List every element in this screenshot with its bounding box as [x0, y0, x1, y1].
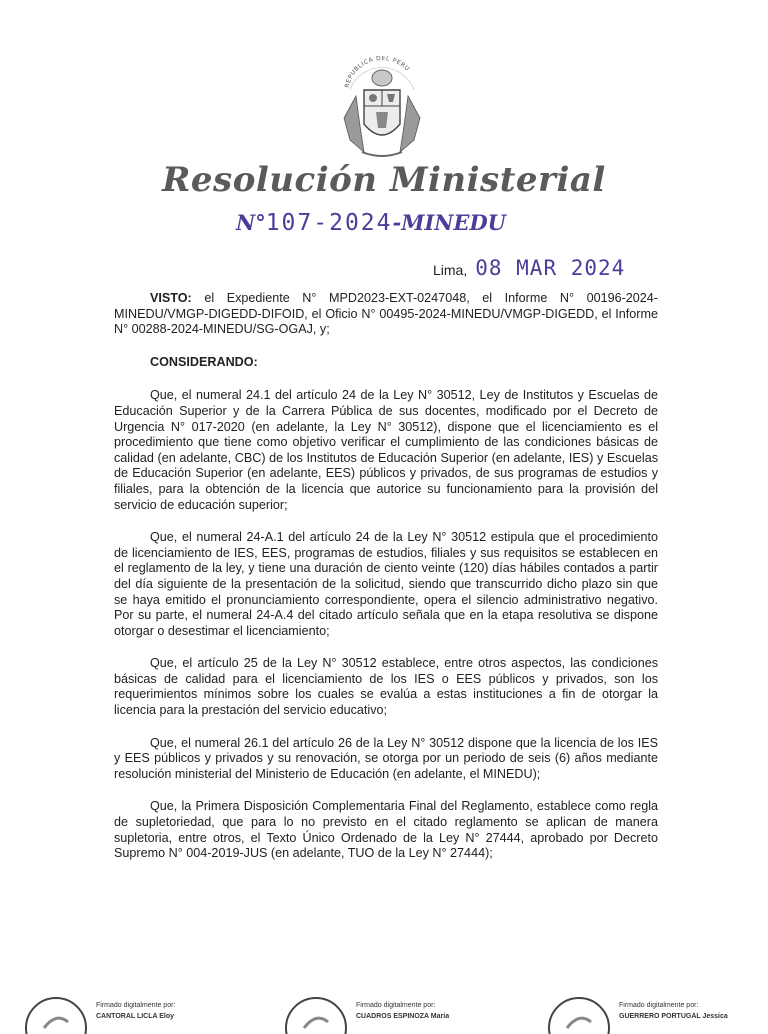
signer-name: CANTORAL LICLA Eloy — [96, 1013, 175, 1020]
number-suffix: -MINEDU — [392, 210, 506, 235]
paragraph: Que, el numeral 26.1 del artículo 26 de la Ley N° 30512 dispone que la licencia de los IES y EES públicos y privados y su renovación, se otorga por un periodo de seis (6) años mediante resolución ministerial del Ministerio de Educación (en adelante, el MINEDU); — [114, 735, 658, 781]
number-stamp: 107-2024 — [265, 210, 393, 236]
signature-block — [282, 990, 482, 1024]
document-body — [114, 291, 658, 879]
signature-seal-icon — [22, 994, 90, 1034]
signature-label: Firmado digitalmente por: — [96, 1002, 176, 1009]
considerando-heading: CONSIDERANDO: — [150, 354, 258, 369]
signature-block — [22, 990, 222, 1024]
signer-name: CUADROS ESPINOZA Maria — [356, 1013, 450, 1020]
signature-label: Firmado digitalmente por: — [619, 1002, 699, 1009]
date-stamp: 08 MAR 2024 — [475, 256, 626, 280]
signer-name: GUERRERO PORTUGAL Jessica — [619, 1013, 728, 1020]
digital-signatures — [0, 990, 768, 1024]
visto-paragraph — [114, 291, 658, 338]
resolution-number — [236, 210, 506, 236]
visto-text: el Expediente N° MPD2023-EXT-0247048, el Informe N° 00196-2024-MINEDU/VMGP-DIGEDD-DIFOID, el Oficio N° 00495-2024-MINEDU/VMGP-DIGEDD, el Informe N° 00288-2024-MINEDU/SG-OGAJ, y; — [114, 291, 659, 337]
date-line — [433, 256, 625, 280]
document-title: Resolución Ministerial — [162, 160, 606, 200]
signature-seal-icon — [545, 994, 613, 1034]
coat-of-arms-emblem — [334, 56, 430, 160]
paragraph: Que, la Primera Disposición Complementaria Final del Reglamento, establece como regla de supletoriedad, que para lo no previsto en el citado reglamento se aplican de manera supletoria, entre otros, el Texto Único Ordenado de la Ley N° 27444, aprobado por Decreto Supremo N° 004-2019-JUS (en adelante, TUO de la Ley N° 27444); — [114, 799, 658, 861]
number-prefix: N° — [236, 210, 266, 235]
visto-label: VISTO: — [150, 291, 192, 305]
signature-label: Firmado digitalmente por: — [356, 1002, 436, 1009]
paragraph: Que, el artículo 25 de la Ley N° 30512 establece, entre otros aspectos, las condiciones básicas de calidad para el licenciamiento de los IES o EES públicos y privados, son los requerimientos mínimos sobre los cuales se evalúa a estas instituciones a fin de otorgar la licencia para la prestación del servicio educativo; — [114, 656, 658, 718]
paragraph: Que, el numeral 24.1 del artículo 24 de la Ley N° 30512, Ley de Institutos y Escuelas de Educación Superior y de la Carrera Pública de sus docentes, modificado por el Decreto de Urgencia N° 017-2020 (en adelante, la Ley N° 30512), dispone que el licenciamiento es el procedimiento que tiene como objetivo verificar el cumplimiento de las condiciones básicas de calidad (en adelante, CBC) de los Institutos de Educación Superior (en adelante, IES) y Escuelas de Educación Superior (en adelante, EES) públicos y privados, de sus programas de estudios y filiales, para la obtención de la licencia que autorice su funcionamiento para la provisión del servicio de educación superior; — [114, 388, 658, 512]
svg-text:REPUBLICA DEL PERU: REPUBLICA DEL PERU — [343, 56, 411, 89]
place-label: Lima, — [433, 262, 468, 278]
paragraph: Que, el numeral 24-A.1 del artículo 24 de la Ley N° 30512 estipula que el procedimiento de licenciamiento de IES, EES, programas de estudios, filiales y sus requisitos se establecen en el reglamento de la ley, y tiene una duración de ciento veinte (120) días hábiles contados a partir del día siguiente de la presentación de la solicitud, siendo que transcurrido dicho plazo sin que se haya emitido el pronunciamiento correspondiente, opera el silencio administrativo negativo. Por su parte, el numeral 24-A.4 del citado artículo señala que en la etapa resolutiva se dispone otorgar o desestimar el licenciamiento; — [114, 530, 658, 638]
signature-block — [545, 990, 765, 1024]
signature-seal-icon — [282, 994, 350, 1034]
